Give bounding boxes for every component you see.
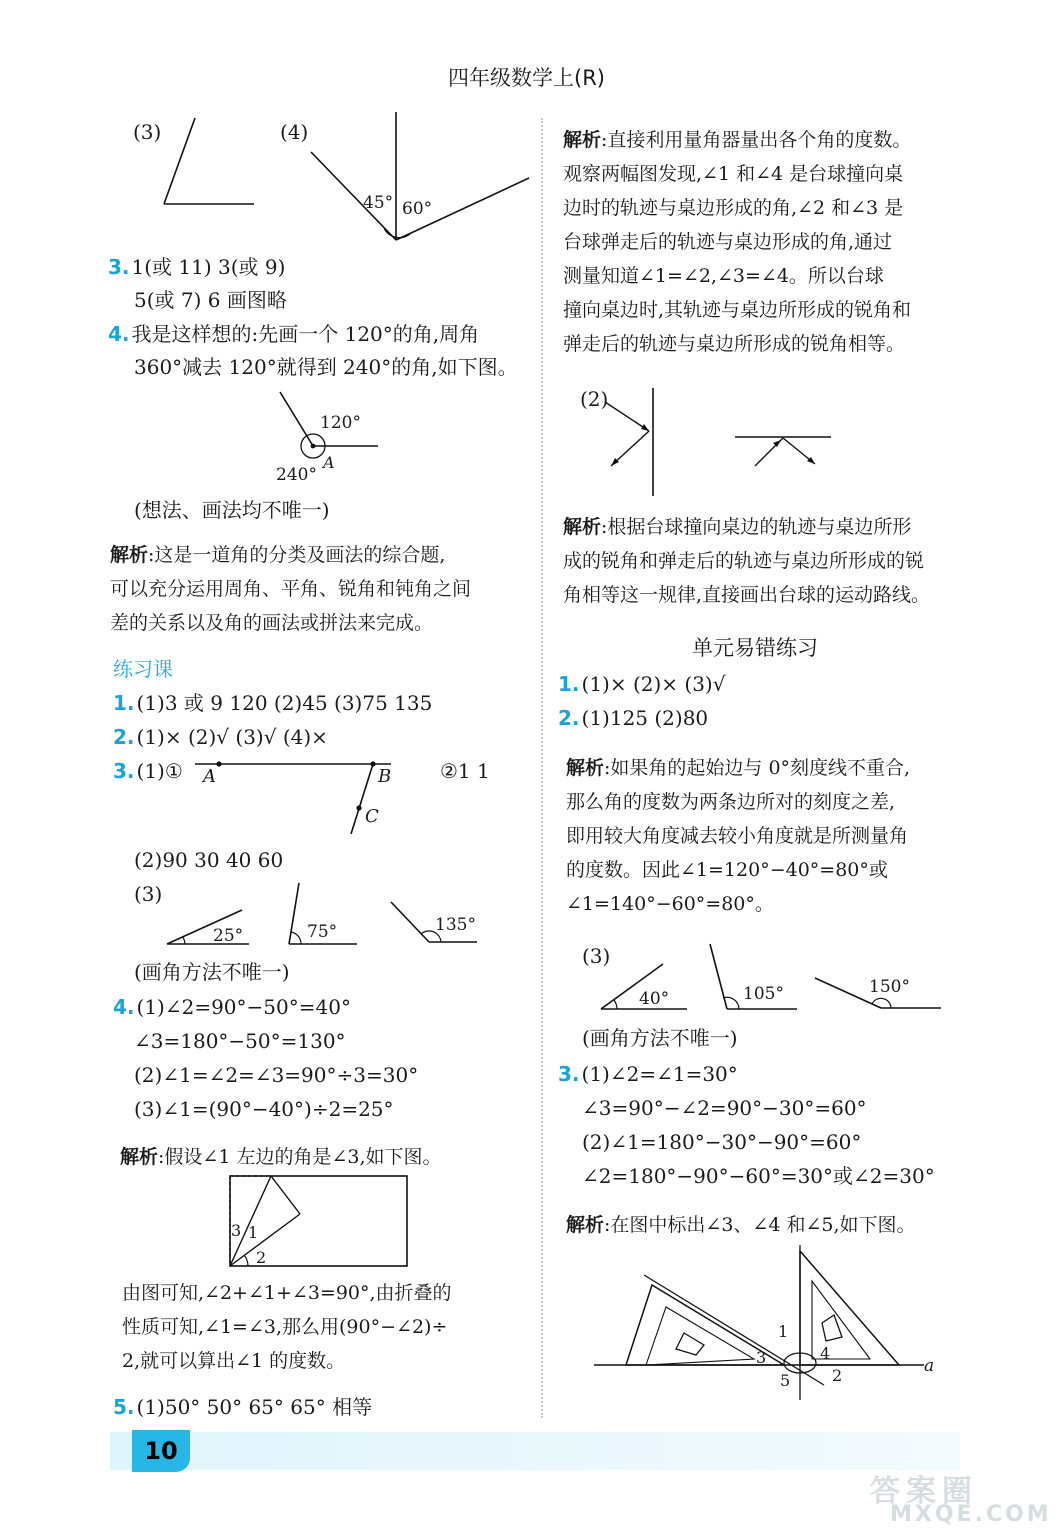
- angle-label-60: 60°: [402, 199, 433, 219]
- analysis-label: 解析: [563, 516, 602, 538]
- p1-number: 1.: [113, 691, 135, 715]
- q4-note: (想法、画法均不唯一): [134, 498, 330, 522]
- q4-line1: 我是这样想的:先画一个 120°的角,周角: [131, 322, 480, 346]
- conclusion-text: 2,就可以算出∠1 的度数。: [122, 1350, 346, 1372]
- ray-figure-abc: [195, 752, 395, 842]
- p4-number: 4.: [113, 995, 135, 1019]
- angle-label-75: 75°: [307, 922, 338, 942]
- analysis-text: 观察两幅图发现,∠1 和∠4 是台球撞向桌: [563, 163, 904, 185]
- q2-label-3: (3): [133, 120, 162, 144]
- e2-note: (画角方法不唯一): [582, 1026, 738, 1050]
- rect-angle-3: 3: [231, 1221, 242, 1240]
- angle-label-150: 150°: [869, 977, 910, 997]
- q3-line1: 1(或 11) 3(或 9): [131, 255, 286, 279]
- p1-answer: (1)3 或 9 120 (2)45 (3)75 135: [136, 691, 433, 715]
- tri-angle-4: 4: [820, 1344, 831, 1363]
- analysis-text: 边时的轨迹与桌边形成的角,∠2 和∠3 是: [563, 197, 904, 219]
- p5-number: 5.: [113, 1395, 135, 1419]
- p3-part1: (1)①: [136, 759, 183, 783]
- e3-line: (1)∠2=∠1=30°: [581, 1062, 738, 1086]
- q3-number: 3.: [108, 255, 130, 279]
- p4-line: ∠3=180°−50°=130°: [134, 1029, 346, 1053]
- q4-line2: 360°减去 120°就得到 240°的角,如下图。: [134, 355, 518, 379]
- e2-number: 2.: [558, 706, 580, 730]
- fig2-label: (2): [580, 387, 609, 411]
- p3-line2: (2)90 30 40 60: [134, 848, 284, 872]
- p3-number: 3.: [113, 759, 135, 783]
- analysis-text: 的度数。因此∠1=120°−40°=80°或: [566, 859, 888, 881]
- point-c: C: [365, 806, 379, 827]
- point-label-a: A: [323, 453, 335, 472]
- footer-band: [110, 1432, 960, 1470]
- e3-line: (2)∠1=180°−30°−90°=60°: [582, 1130, 862, 1154]
- q4-number: 4.: [108, 322, 130, 346]
- column-divider: [541, 118, 543, 1418]
- watermark-title: 答案圈: [870, 1474, 978, 1509]
- p2-number: 2.: [113, 725, 135, 749]
- tri-angle-5: 5: [780, 1371, 791, 1390]
- watermark: [862, 1466, 1052, 1532]
- analysis-label: 解析: [566, 757, 605, 779]
- e3-line: ∠2=180°−90°−60°=30°或∠2=30°: [582, 1164, 935, 1188]
- analysis-label: 解析: [563, 129, 602, 151]
- triangle-rulers-figure: [594, 1245, 939, 1405]
- billiard-paths-figure: [605, 388, 845, 498]
- e3-line: ∠3=90°−∠2=90°−30°=60°: [582, 1096, 867, 1120]
- p2-answer: (1)× (2)√ (3)√ (4)×: [136, 725, 328, 749]
- analysis-text: :根据台球撞向桌边的轨迹与桌边所形: [601, 516, 912, 538]
- p5-answer: (1)50° 50° 65° 65° 相等: [136, 1395, 373, 1419]
- conclusion-text: 由图可知,∠2+∠1+∠3=90°,由折叠的: [122, 1282, 452, 1304]
- p4-line: (1)∠2=90°−50°=40°: [136, 995, 351, 1019]
- e3-number: 3.: [558, 1062, 580, 1086]
- analysis-text: :假设∠1 左边的角是∠3,如下图。: [158, 1146, 442, 1168]
- analysis-text: 那么角的度数为两条边所对的刻度之差,: [566, 791, 896, 813]
- q2-label-4: (4): [280, 120, 309, 144]
- analysis-text: :直接利用量角器量出各个角的度数。: [601, 129, 912, 151]
- analysis-label: 解析: [110, 544, 149, 566]
- p3-label-3: (3): [134, 882, 163, 906]
- page-header: 四年级数学上(R): [448, 66, 605, 90]
- p4-line: (2)∠1=∠2=∠3=90°÷3=30°: [134, 1063, 419, 1087]
- tri-angle-3: 3: [756, 1348, 767, 1367]
- analysis-text: :在图中标出∠3、∠4 和∠5,如下图。: [604, 1214, 916, 1236]
- angle-figure-4: [305, 112, 535, 247]
- conclusion-text: 性质可知,∠1=∠3,那么用(90°−∠2)÷: [122, 1316, 448, 1338]
- analysis-text: 弹走后的轨迹与桌边所形成的锐角相等。: [563, 333, 906, 355]
- p3-note: (画角方法不唯一): [134, 960, 290, 984]
- angles-40-105-150: [585, 940, 945, 1015]
- watermark-url: MXQE.COM: [890, 1502, 1052, 1527]
- e2-label-3: (3): [582, 944, 611, 968]
- angle-label-25: 25°: [213, 926, 244, 946]
- e2-answer: (1)125 (2)80: [581, 706, 709, 730]
- angle-label-45: 45°: [363, 193, 394, 213]
- analysis-text: 成的锐角和弹走后的轨迹与桌边所形成的锐: [563, 550, 925, 572]
- angle-label-135: 135°: [435, 915, 476, 935]
- point-a: A: [203, 766, 216, 787]
- analysis-text: 测量知道∠1=∠2,∠3=∠4。所以台球: [563, 265, 884, 287]
- q3-line2: 5(或 7) 6 画图略: [134, 288, 287, 312]
- p4-line: (3)∠1=(90°−40°)÷2=25°: [134, 1097, 394, 1121]
- angle-figure-3: [160, 115, 260, 210]
- angle-label-240: 240°: [276, 465, 317, 485]
- tri-angle-2: 2: [832, 1366, 843, 1385]
- angle-label-105: 105°: [743, 984, 784, 1004]
- e1-number: 1.: [558, 672, 580, 696]
- analysis-text: 撞向桌边时,其轨迹与桌边所形成的锐角和: [563, 299, 912, 321]
- angle-label-40: 40°: [639, 989, 670, 1009]
- angle-label-120: 120°: [320, 413, 361, 433]
- rect-angle-1: 1: [248, 1223, 259, 1242]
- tri-angle-1: 1: [778, 1322, 789, 1341]
- rect-angle-2: 2: [256, 1248, 267, 1267]
- analysis-text: 可以充分运用周角、平角、锐角和钝角之间: [110, 578, 472, 600]
- e1-answer: (1)× (2)× (3)√: [581, 672, 726, 696]
- folded-rectangle-figure: [228, 1172, 413, 1272]
- page-number: 10: [132, 1430, 190, 1472]
- practice-title: 练习课: [113, 657, 173, 681]
- analysis-text: 角相等这一规律,直接画出台球的运动路线。: [563, 584, 931, 606]
- angles-25-75-135: [165, 880, 485, 950]
- unit-title: 单元易错练习: [692, 636, 818, 660]
- analysis-label: 解析: [120, 1146, 159, 1168]
- analysis-label: 解析: [566, 1214, 605, 1236]
- point-b: B: [378, 766, 392, 787]
- p3-part2: ②1 1: [440, 759, 490, 783]
- angle-figure-240: [270, 388, 390, 488]
- analysis-text: :这是一道角的分类及画法的综合题,: [148, 544, 446, 566]
- analysis-text: :如果角的起始边与 0°刻度线不重合,: [604, 757, 911, 779]
- analysis-text: ∠1=140°−60°=80°。: [566, 893, 774, 915]
- analysis-text: 即用较大角度减去较小角度就是所测量角: [566, 825, 909, 847]
- line-a-label: a: [924, 1356, 935, 1376]
- analysis-text: 差的关系以及角的画法或拼法来完成。: [110, 612, 434, 634]
- analysis-text: 台球弹走后的轨迹与桌边形成的角,通过: [563, 231, 893, 253]
